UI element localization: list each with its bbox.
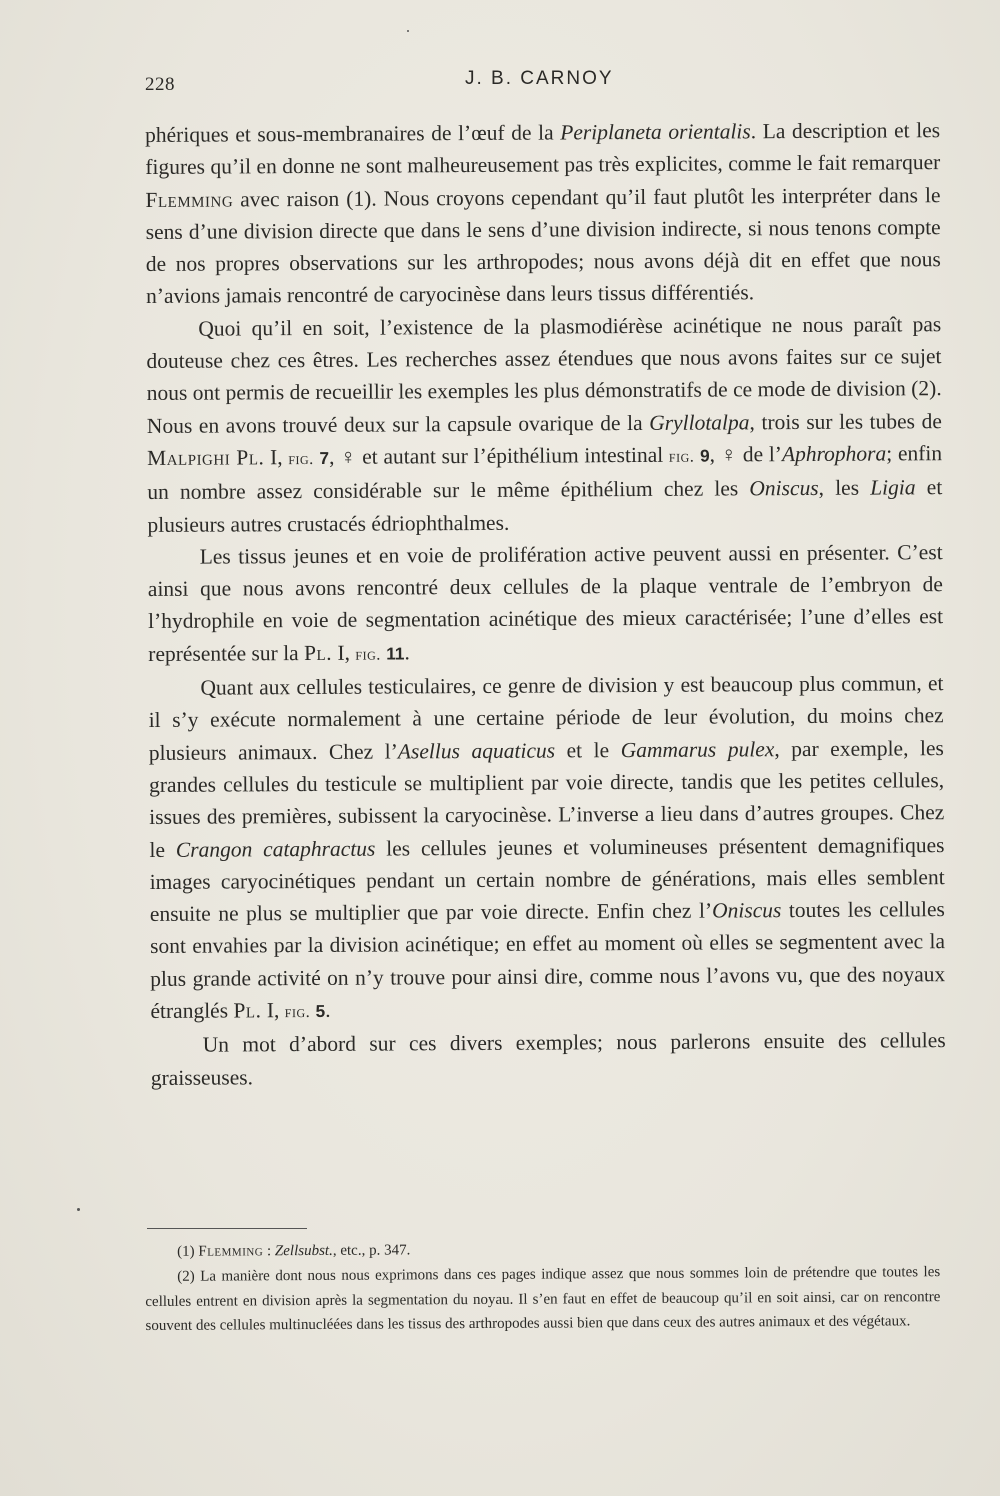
text-run: .	[404, 640, 410, 665]
text-run: Quant aux cellules testiculaires, ce genre de division y est beaucoup plus commun, et il s’y exécute normalement à une certaine période de leur évolution, du moins chez plusieurs animaux. Chez l’	[148, 671, 944, 765]
text-run: phériques et sous-membranaires de l’œuf de la	[145, 120, 561, 147]
paragraph-2	[146, 308, 942, 541]
text-run: et le	[554, 737, 621, 763]
text-run: les cellules jeunes et volumineuses présentent demagnifiques images caryocinétiques pendant un certain nombre de générations, mais elles semblent ensuite ne plus se multiplier que par voie directe. Enfin chez l’	[149, 832, 945, 927]
text-run: I,	[331, 640, 356, 665]
footnote-2	[145, 1260, 940, 1339]
text-run: avec raison (1). Nous croyons cependant qu’il faut plutôt les interpréter dans le sens d’une division directe que dans le sens d’une division indirecte, si nous tenons compte de nos propres observations sur les arthropodes; nous avons déjà dit en effet que nous n’avions jamais rencontré de caryocinèse dans leurs tissus différentiés.	[145, 182, 941, 309]
text-run: fig.	[355, 644, 381, 664]
text-run: Pl.	[233, 998, 262, 1023]
text-run: I,	[264, 445, 289, 470]
text-run: Quoi qu’il en soit, l’existence de la plasmodiérèse acinétique ne nous paraît pas douteuse chez ces êtres. Les recherches assez étendues que nous avons faites sur ce sujet nous ont permis de recueillir les exemples les plus démonstratifs de ce mode de division (2). Nous en avons trouvé deux sur la capsule ovarique de la	[146, 311, 942, 438]
paragraph-4	[148, 667, 945, 1029]
print-speck	[77, 1208, 80, 1211]
text-run: 11	[386, 643, 405, 664]
text-run: (2) La manière dont nous nous exprimons dans ces pages indique assez que nous sommes loin de prétendre que toutes les cellules entrent en division après la segmentation du noyau. Il s’en faut en effet de beaucoup qu’il en soit ainsi, car on rencontre souvent des cellules multinucléées dans les tissus des arthropodes aussi bien que dans ceux des autres animaux et des végétaux.	[145, 1263, 941, 1335]
page-header	[145, 64, 940, 104]
text-run: , par exemple, les grandes cellules du testicule se multiplient par voie directe, tandis que les petites cellules, issues des premières, subissent la caryocinèse. L’inverse a lieu dans d’autres groupes. Chez le	[148, 735, 945, 862]
text-run: Pl.	[303, 640, 333, 665]
text-run: , les	[818, 475, 871, 501]
text-run: , etc., p. 347.	[332, 1242, 411, 1259]
text-run: :	[263, 1243, 275, 1260]
text-run: Les tissus jeunes et en voie de prolifération active peuvent aussi en présenter. C’est ainsi que nous avons rencontré deux cellules de la plaque ventrale de l’embryon de l’hydrophile en voie de segmentation acinétique des mieux caractérisée; l’une d’elles est représentée sur la	[147, 539, 944, 666]
text-run: . La description et les figures qu’il en donne ne sont malheureusement pas très explicites, comme le fait remarquer	[145, 118, 941, 180]
text-run: Oniscus	[749, 476, 819, 501]
text-run: Aphrophora	[781, 441, 887, 467]
text-run: Un mot d’abord sur ces divers exemples; nous parlerons ensuite des cellules graisseuses.	[150, 1028, 946, 1090]
paragraph-3	[148, 536, 944, 672]
text-run: fig.	[284, 1002, 311, 1022]
text-run: , ♀ et autant sur l’épithélium intestinal	[328, 442, 669, 469]
text-run: 9	[700, 445, 710, 466]
footnote-rule	[147, 1228, 307, 1229]
text-run: , trois sur les tubes de	[749, 408, 942, 434]
text-run: fig.	[288, 448, 314, 469]
text-run: Gammarus pulex	[620, 736, 775, 762]
text-run: Zellsubst.	[274, 1242, 333, 1260]
text-run: Gryllotalpa	[649, 409, 750, 435]
text-run: et plusieurs autres crustacés édriophthalmes.	[147, 475, 943, 537]
text-run: (1)	[177, 1243, 199, 1260]
body-text	[145, 114, 946, 1094]
footnotes	[145, 1235, 941, 1339]
text-run: Malpighi Pl.	[146, 445, 265, 470]
text-run: Periplaneta orientalis	[560, 119, 751, 145]
text-run: ; enfin un nombre assez considérable sur le même épithélium chez les	[147, 441, 943, 505]
text-run: Oniscus	[711, 898, 782, 923]
text-run: .	[325, 997, 331, 1022]
text-run: 7	[319, 447, 330, 468]
text-run: Ligia	[870, 475, 916, 500]
paragraph-5	[151, 1024, 946, 1093]
text-run: Flemming	[198, 1243, 264, 1260]
text-run: Asellus aquaticus	[397, 738, 556, 764]
text-run: Crangon cataphractus	[175, 836, 376, 862]
text-run: Flemming	[145, 187, 234, 212]
print-speck	[407, 30, 409, 32]
paragraph-1	[145, 114, 941, 313]
page-number: 228	[145, 74, 175, 95]
text-run: fig.	[668, 446, 695, 466]
text-run: I,	[261, 998, 285, 1023]
running-head: J. B. CARNOY	[465, 68, 614, 89]
text-run: 5	[315, 1000, 326, 1021]
text-run: toutes les cellules sont envahies par la division acinétique; en effet au moment où elles se segmentent avec la plus grande activité on n’y trouve pour ainsi dire, comme nous l’avons vu, que des noyaux étranglés	[149, 897, 946, 1023]
text-run: , ♀ de l’	[709, 442, 782, 467]
